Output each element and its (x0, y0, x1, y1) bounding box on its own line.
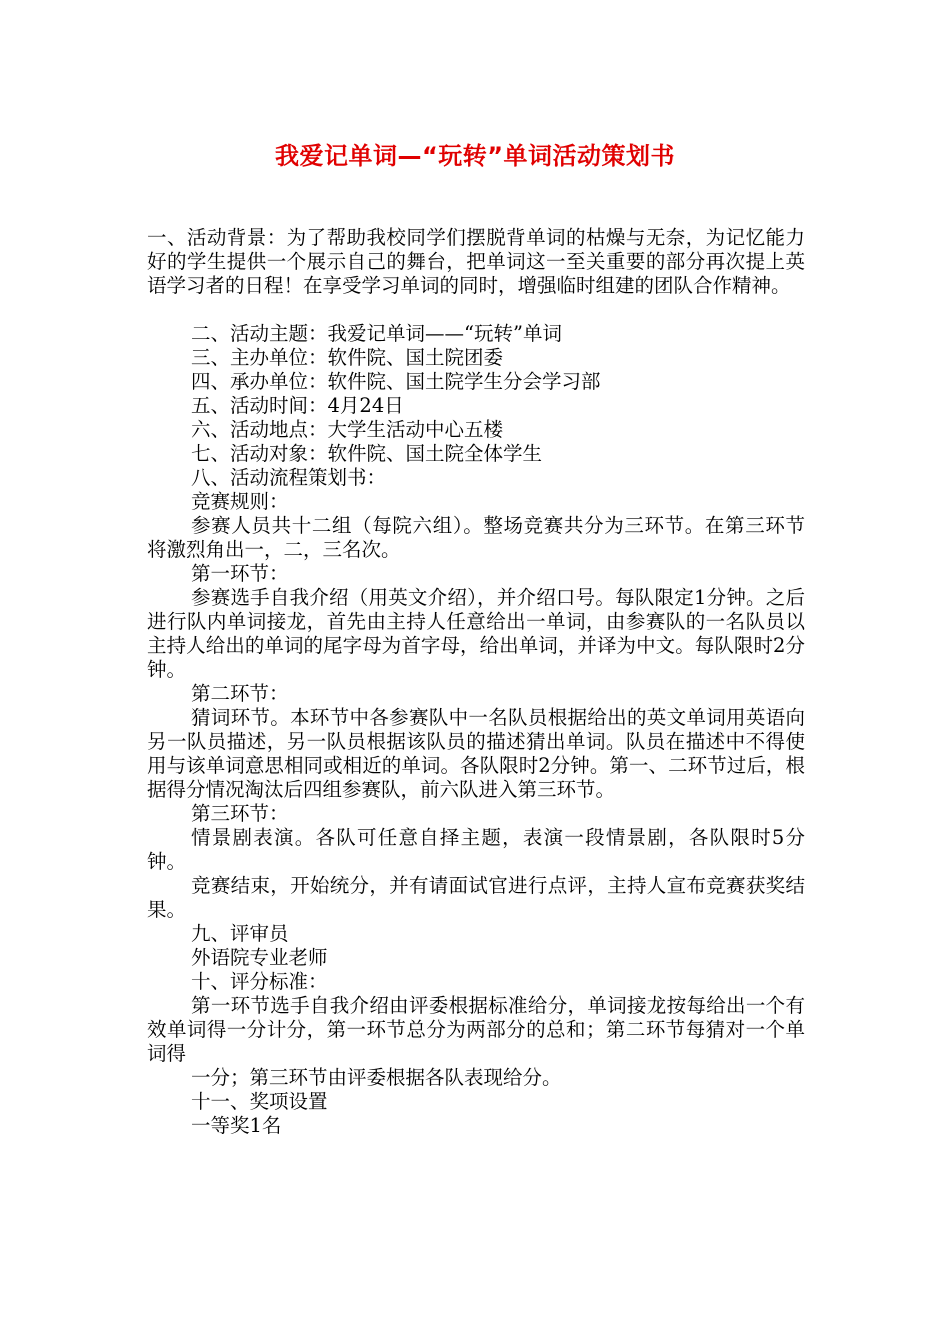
paragraph-round1: 参赛选手自我介绍（用英文介绍），并介绍口号。每队限定1分钟。之后进行队内单词接龙，首先由主持人任意给出一单词，由参赛队的一名队员以主持人给出的单词的尾字母为首字母，给出单词，并译为中文。每队限时2分钟。 (147, 586, 805, 681)
paragraph-organizer: 四、承办单位：软件院、国土院学生分会学习部 (191, 370, 601, 393)
paragraph-conclusion: 竞赛结束，开始统分，并有请面试官进行点评，主持人宣布竞赛获奖结果。 (147, 874, 805, 921)
paragraph-judges: 外语院专业老师 (191, 946, 328, 969)
paragraph-rules-heading: 竞赛规则： (191, 490, 289, 513)
paragraph-background: 一、活动背景：为了帮助我校同学们摆脱背单词的枯燥与无奈，为记忆能力好的学生提供一个展示自己的舞台，把单词这一至关重要的部分再次提上英语学习者的日程！在享受学习单词的同时，增强临时组建的团队合作精神。 (147, 226, 805, 297)
paragraph-round2-heading: 第二环节： (191, 682, 289, 705)
paragraph-theme: 二、活动主题：我爱记单词——“玩转”单词 (191, 322, 562, 345)
paragraph-audience: 七、活动对象：软件院、国土院全体学生 (191, 442, 543, 465)
paragraph-location: 六、活动地点：大学生活动中心五楼 (191, 418, 504, 441)
paragraph-awards-heading: 十一、奖项设置 (191, 1090, 328, 1113)
paragraph-scoring-cont: 一分；第三环节由评委根据各队表现给分。 (191, 1066, 562, 1089)
document-title: 我爱记单词—“玩转”单词活动策划书 (274, 142, 676, 170)
paragraph-judges-heading: 九、评审员 (191, 922, 289, 945)
paragraph-round2: 猜词环节。本环节中各参赛队中一名队员根据给出的英文单词用英语向另一队员描述，另一队员根据该队员的描述猜出单词。队员在描述中不得使用与该单词意思相同或相近的单词。各队限时2分钟。第一、二环节过后，根据得分情况淘汰后四组参赛队，前六队进入第三环节。 (147, 706, 805, 801)
paragraph-process-heading: 八、活动流程策划书： (191, 466, 387, 489)
paragraph-round3: 情景剧表演。各队可任意自择主题，表演一段情景剧，各队限时5分钟。 (147, 826, 805, 873)
paragraph-host: 三、主办单位：软件院、国土院团委 (191, 346, 504, 369)
paragraph-time: 五、活动时间：4月24日 (191, 394, 404, 417)
paragraph-first-prize: 一等奖1名 (191, 1114, 282, 1137)
paragraph-round3-heading: 第三环节： (191, 802, 289, 825)
paragraph-rules: 参赛人员共十二组（每院六组）。整场竞赛共分为三环节。在第三环节将激烈角出一，二，三名次。 (147, 514, 805, 561)
paragraph-scoring: 第一环节选手自我介绍由评委根据标准给分，单词接龙按每给出一个有效单词得一分计分，第一环节总分为两部分的总和；第二环节每猜对一个单词得 (147, 994, 805, 1065)
document-body (147, 226, 805, 1138)
paragraph-scoring-heading: 十、评分标准： (191, 970, 328, 993)
paragraph-round1-heading: 第一环节： (191, 562, 289, 585)
